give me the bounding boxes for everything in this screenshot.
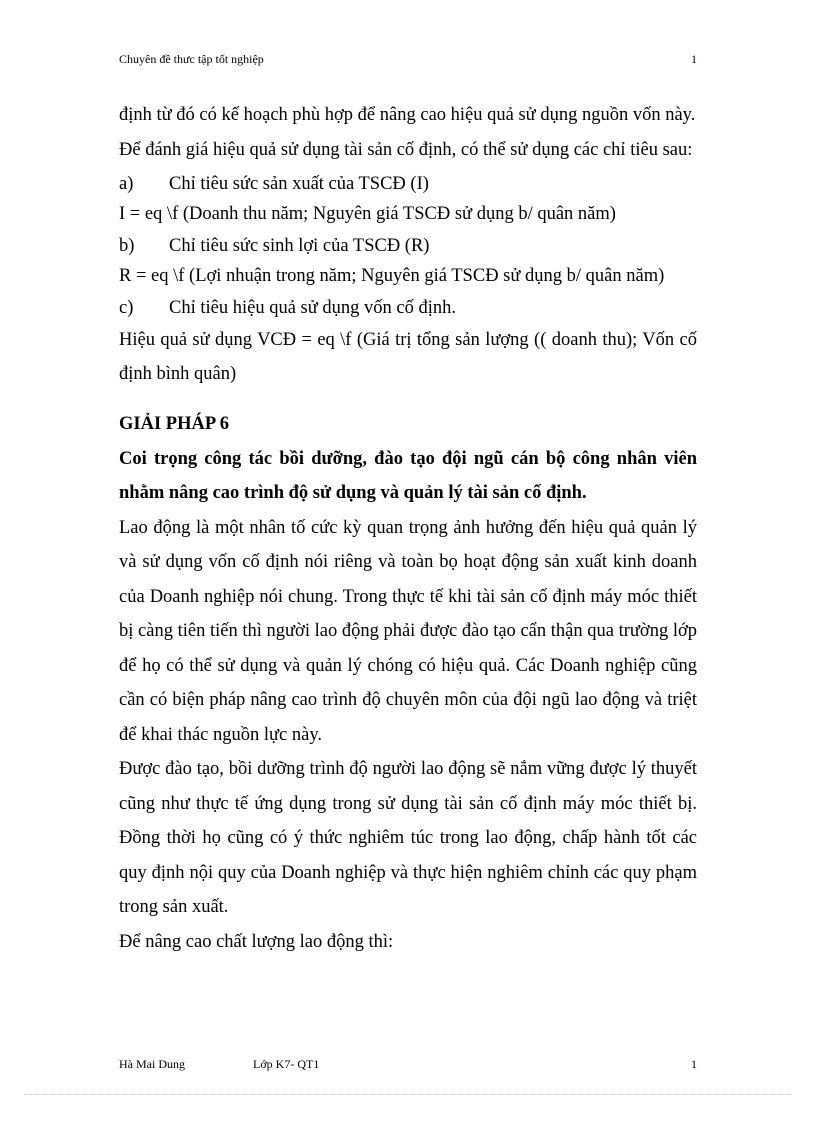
list-item-text: Chỉ tiêu sức sinh lợi của TSCĐ (R) [169, 236, 430, 256]
list-item-label: c) [119, 298, 134, 318]
page-bottom-divider [24, 1094, 792, 1095]
paragraph: Để nâng cao chất lượng lao động thì: [119, 931, 394, 952]
list-item [119, 293, 697, 323]
paragraph: Để đánh giá hiệu quả sử dụng tài sản cố định, có thể sử dụng các chỉ tiêu sau: [119, 139, 693, 160]
list-item [119, 231, 697, 261]
list-item-label: b) [119, 236, 135, 256]
page-footer [119, 1057, 697, 1075]
formula: I = eq \f (Doanh thu năm; Nguyên giá TSCĐ sử dụng b/ quân năm) [119, 204, 616, 224]
page-header [119, 52, 697, 70]
formula: R = eq \f (Lợi nhuận trong năm; Nguyên giá TSCĐ sử dụng b/ quân năm) [119, 266, 665, 286]
footer-page-number: 1 [691, 1057, 697, 1071]
header-page-number: 1 [691, 52, 697, 66]
paragraph: Lao động là một nhân tố cức kỳ quan trọng ảnh hưởng đến hiệu quả quản lý và sử dụng vốn cố định nói riêng và toàn bọ hoạt động sản xuất kinh doanh của Doanh nghiệp nói chung. Trong thực tế khi tài sản cố định máy móc thiết bị càng tiên tiến thì người lao động phải được đào tạo cẩn thận qua trường lớp để họ có thể sử dụng và quản lý chóng có hiệu quả. Các Doanh nghiệp cũng cần có biện pháp nâng cao trình độ chuyên môn của đội ngũ lao động và triệt để khai thác nguồn lực này. [119, 517, 697, 745]
formula: Hiệu quả sử dụng VCĐ = eq \f (Giá trị tổng sản lượng (( doanh thu); Vốn cố định bình quân) [119, 330, 697, 384]
footer-author: Hà Mai Dung [119, 1057, 185, 1071]
paragraph: định từ đó có kế hoạch phù hợp để nâng cao hiệu quả sử dụng nguồn vốn này. [119, 105, 696, 125]
list-item-label: a) [119, 174, 134, 194]
list-item-text: Chỉ tiêu hiệu quả sử dụng vốn cố định. [169, 298, 456, 318]
section-heading: GIẢI PHÁP 6 [119, 414, 229, 434]
list-item [119, 169, 697, 199]
document-body [119, 98, 697, 959]
paragraph: Được đào tạo, bồi dưỡng trình độ người lao động sẽ nắm vững được lý thuyết cũng như thực tế ứng dụng trong sử dụng tài sản cố định máy móc thiết bị. Đồng thời họ cũng có ý thức nghiêm túc trong lao động, chấp hành tốt các quy định nội quy của Doanh nghiệp và thực hiện nghiêm chỉnh các quy phạm trong sản xuất. [119, 759, 697, 917]
list-item-text: Chỉ tiêu sức sản xuất của TSCĐ (I) [169, 174, 429, 194]
spacer [119, 391, 697, 407]
footer-class: Lớp K7- QT1 [253, 1057, 320, 1071]
section-subheading: Coi trọng công tác bồi dưỡng, đào tạo đội ngũ cán bộ công nhân viên nhằm nâng cao trình độ sử dụng và quản lý tài sản cố định. [119, 448, 697, 503]
header-title: Chuyên đề thưc tập tốt nghiệp [119, 52, 264, 66]
